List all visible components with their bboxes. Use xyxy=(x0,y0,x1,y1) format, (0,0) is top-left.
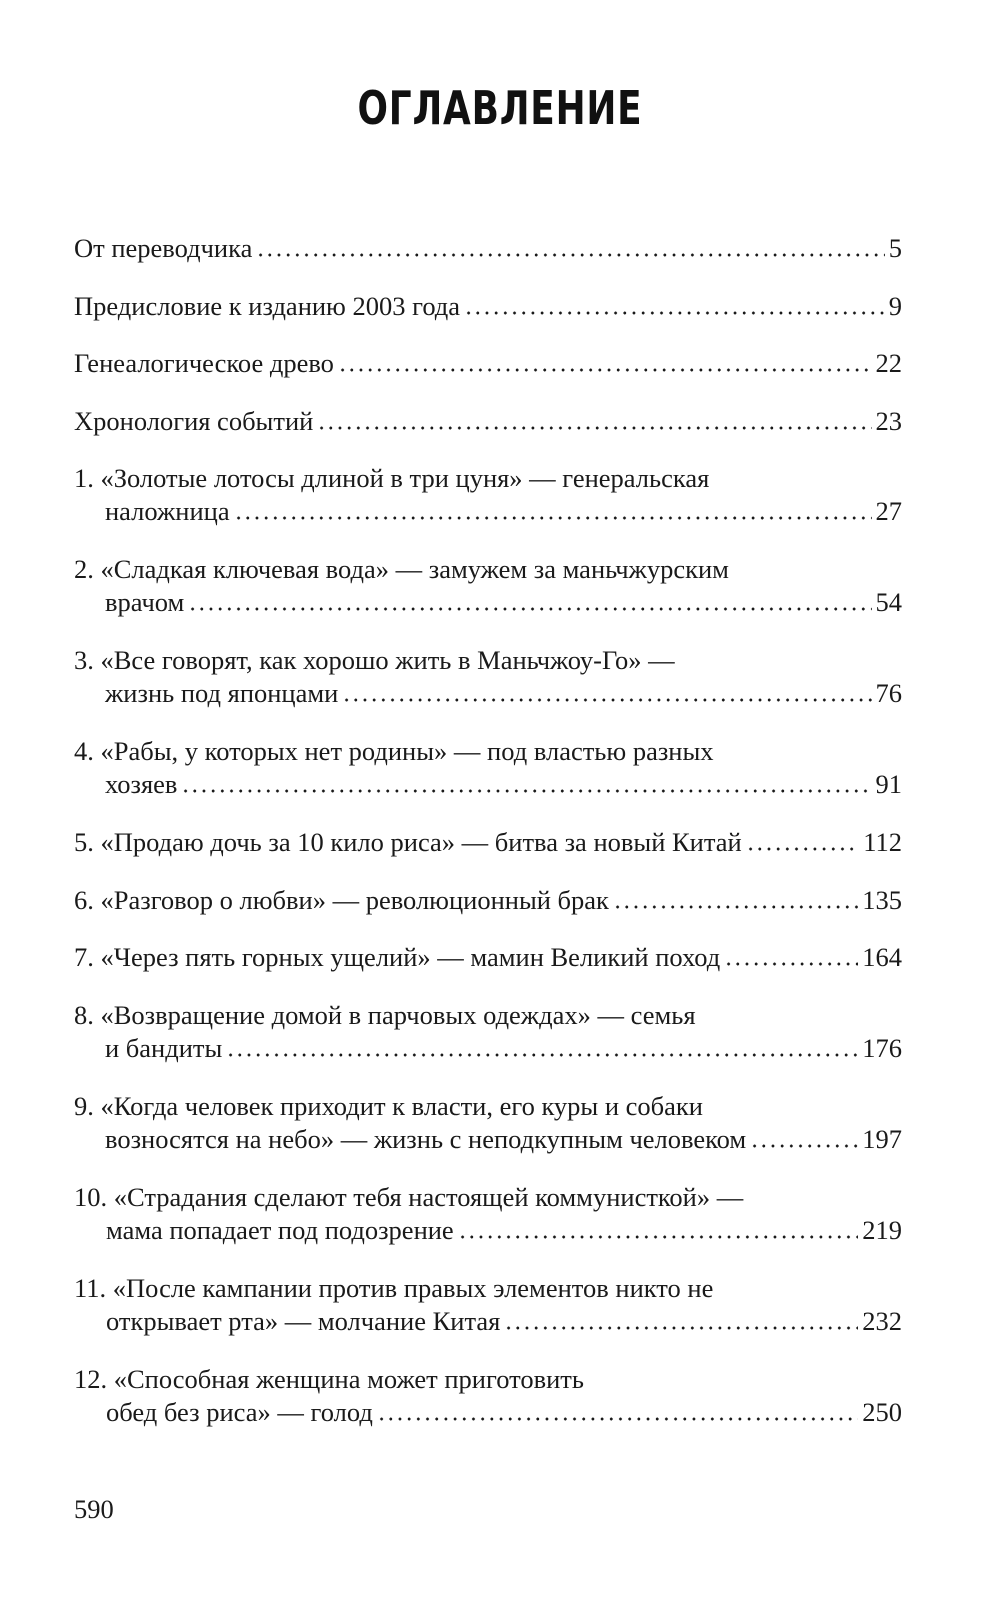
toc-entry xyxy=(74,826,902,858)
toc-entry-title-line1: 1. «Золотые лотосы длиной в три цуня» — генеральская xyxy=(74,463,710,493)
toc-entry xyxy=(74,644,902,709)
page-title: ОГЛАВЛЕНИЕ xyxy=(357,81,643,135)
toc-entry-page: 176 xyxy=(862,1032,902,1063)
toc-entry-title-line1: 2. «Сладкая ключевая вода» — замужем за маньчжурским xyxy=(74,554,729,584)
toc-entry-title: 5. «Продаю дочь за 10 кило риса» — битва за новый Китай xyxy=(74,827,742,857)
toc-entry-page: 23 xyxy=(875,405,902,436)
dot-leader xyxy=(234,500,872,522)
toc-entry-page: 54 xyxy=(875,587,902,617)
dot-leader xyxy=(226,1037,858,1059)
toc-entry xyxy=(74,405,902,437)
toc-entry-title-line2: возносятся на небо» — жизнь с неподкупным человеком xyxy=(105,1123,747,1154)
toc-entry-title-line2: открывает рта» — молчание Китая xyxy=(106,1305,501,1336)
dot-leader xyxy=(613,889,858,911)
toc-entry-page: 91 xyxy=(875,769,902,799)
toc-entry-title: От переводчика xyxy=(74,233,253,263)
toc-entry-page: 197 xyxy=(862,1123,902,1154)
page-number: 590 xyxy=(74,1494,114,1524)
toc-entry-page: 112 xyxy=(863,827,902,857)
toc-entry-page: 5 xyxy=(888,233,902,263)
dot-leader xyxy=(317,410,871,432)
toc-entry-title: 7. «Через пять горных ущелий» — мамин Великий поход xyxy=(74,942,721,972)
toc-entry-title: Хронология событий xyxy=(74,405,314,436)
toc-entry-title-line2: жизнь под японцами xyxy=(105,678,339,708)
dot-leader xyxy=(458,1219,859,1241)
toc-entry-title-line1: 3. «Все говорят, как хорошо жить в Маньчжоу-Го» — xyxy=(74,645,675,675)
toc-entry-page: 27 xyxy=(875,496,902,526)
toc-entry-title-line1: 9. «Когда человек приходит к власти, его куры и собаки xyxy=(74,1090,703,1121)
toc-entry-title: 6. «Разговор о любви» — революционный брак xyxy=(74,884,609,915)
toc-entry-page: 232 xyxy=(862,1305,902,1336)
dot-leader xyxy=(504,1310,858,1332)
toc-entry xyxy=(74,1272,902,1337)
toc-entry xyxy=(74,884,902,916)
toc-entry xyxy=(74,1363,902,1428)
dot-leader xyxy=(181,773,871,795)
dot-leader xyxy=(338,352,872,374)
toc-entry-title-line2: хозяев xyxy=(105,769,178,799)
toc-entry xyxy=(74,1181,902,1246)
toc-entry-title-line1: 12. «Способная женщина может приготовить xyxy=(74,1363,584,1394)
dot-leader xyxy=(188,591,871,613)
toc-entry-title-line2: мама попадает под подозрение xyxy=(106,1214,454,1245)
toc-entry-title-line1: 11. «После кампании против правых элементов никто не xyxy=(74,1272,714,1303)
toc-entry xyxy=(74,232,902,264)
toc-entry xyxy=(74,1090,902,1155)
toc-entry xyxy=(74,941,902,973)
dot-leader xyxy=(464,295,885,317)
toc-entry-page: 219 xyxy=(862,1214,902,1245)
toc-entry-title: Генеалогическое древо xyxy=(74,348,334,378)
toc-entry-page: 250 xyxy=(862,1396,902,1427)
toc-entry-page: 22 xyxy=(875,348,902,378)
toc-entry xyxy=(74,553,902,618)
toc-entry-title: Предисловие к изданию 2003 года xyxy=(74,290,461,321)
toc-entry xyxy=(74,462,902,527)
toc-entry-title-line2: обед без риса» — голод xyxy=(106,1396,373,1427)
dot-leader xyxy=(750,1128,858,1150)
toc-entry xyxy=(74,999,902,1064)
table-of-contents xyxy=(74,232,902,1454)
toc-entry-page: 164 xyxy=(862,942,902,972)
toc-entry-page: 135 xyxy=(862,884,902,915)
toc-entry-title-line1: 4. «Рабы, у которых нет родины» — под властью разных xyxy=(74,736,714,766)
toc-entry-page: 9 xyxy=(888,290,902,321)
toc-entry xyxy=(74,347,902,379)
toc-entry-title-line1: 8. «Возвращение домой в парчовых одеждах» — семья xyxy=(74,999,696,1030)
dot-leader xyxy=(724,946,858,968)
toc-entry-title-line2: и бандиты xyxy=(105,1032,223,1063)
toc-entry-title-line2: врачом xyxy=(105,587,185,617)
dot-leader xyxy=(377,1401,858,1423)
dot-leader xyxy=(746,831,860,853)
dot-leader xyxy=(256,237,884,259)
toc-entry xyxy=(74,735,902,800)
toc-entry-title-line2: наложница xyxy=(105,496,230,526)
toc-entry-title-line1: 10. «Страдания сделают тебя настоящей коммунисткой» — xyxy=(74,1181,744,1212)
dot-leader xyxy=(342,682,871,704)
toc-entry xyxy=(74,290,902,322)
toc-entry-page: 76 xyxy=(875,678,902,708)
